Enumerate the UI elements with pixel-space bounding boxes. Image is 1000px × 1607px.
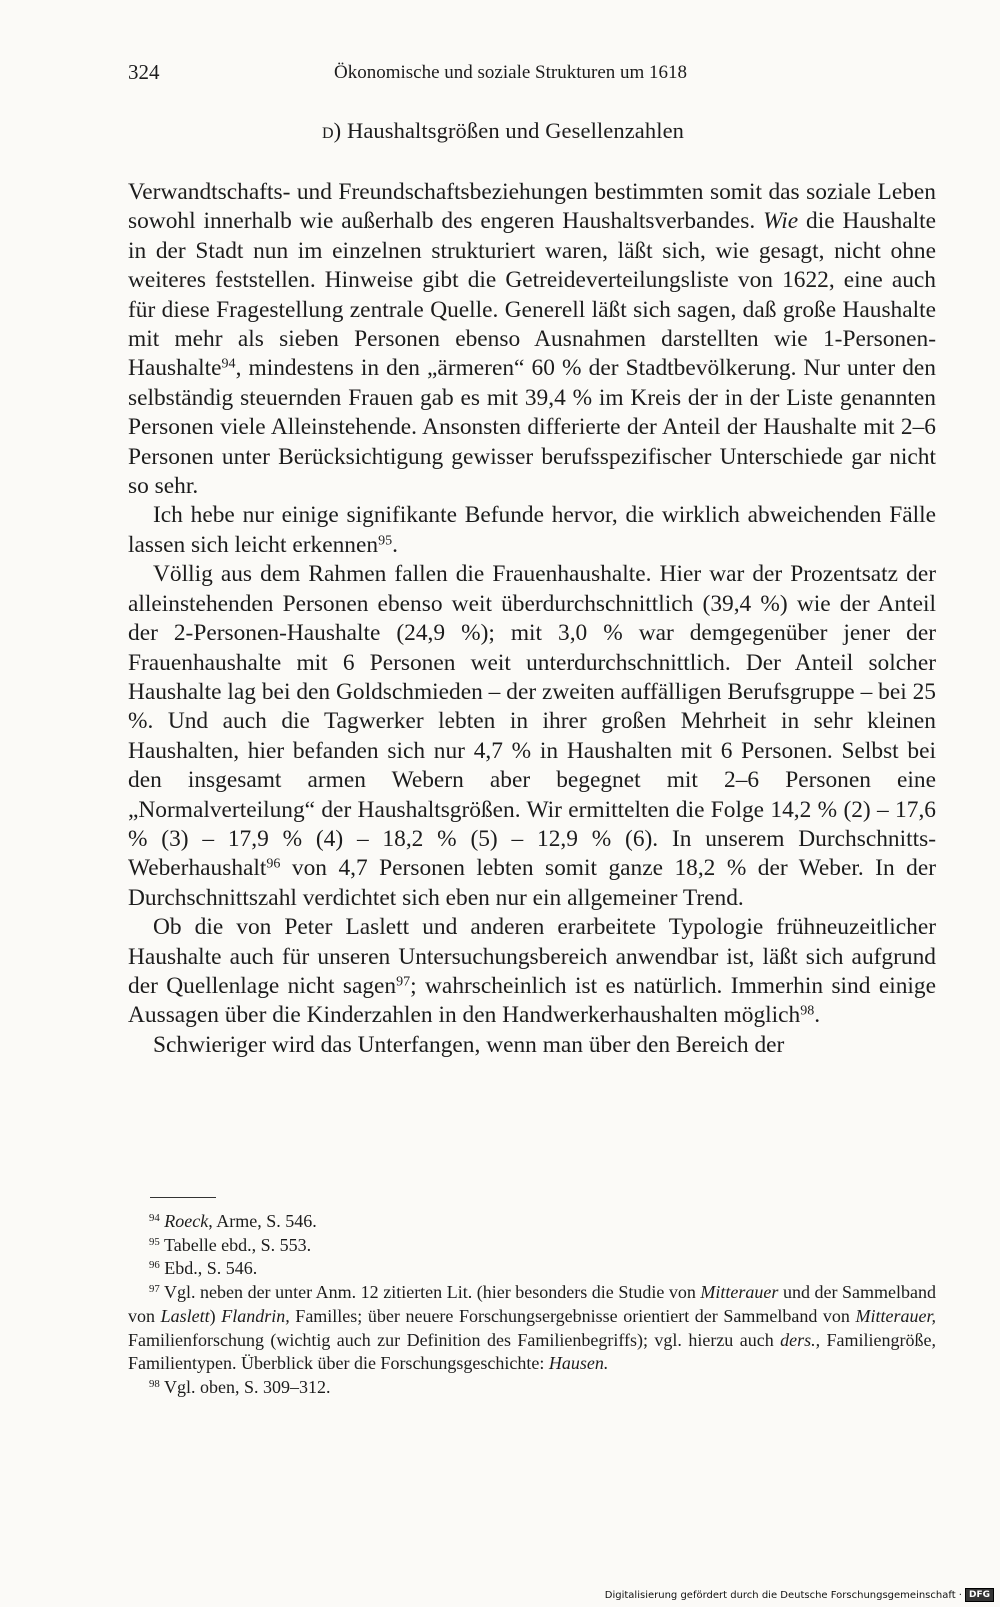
text-run: Ebd., S. 546.: [159, 1258, 258, 1279]
footnote: [128, 1376, 936, 1400]
text-run: Völlig aus dem Rahmen fallen die Frauenhaushalte. Hier war der Prozentsatz der alleinstehenden Personen ebenso weit überdurchschnittlich (39,4 %) wie der Anteil der 2-Personen-Haushalte (24,9 %); mit 3,0 % war demgegenüber jener der Frauenhaushalte mit 6 Personen weit unterdurchschnittlich. Der Anteil solcher Haushalte lag bei den Goldschmieden – der zweiten auffälligen Berufsgruppe – bei 25 %. Und auch die Tagwerker lebten in ihrer großen Mehrheit in sehr kleinen Haushalten, hier befanden sich nur 4,7 % in Haushalten mit 6 Personen. Selbst bei den insgesamt armen Webern aber begegnet mit 2–6 Personen eine „Normalverteilung“ der Haushaltsgrößen. Wir ermittelten die Folge 14,2 % (2) – 17,6 % (3) – 17,9 % (4) – 18,2 % (5) – 12,9 % (6). In unserem Durchschnitts-Weberhaushalt: [128, 561, 936, 882]
text-run: , Arme, S. 546.: [208, 1211, 317, 1231]
footnote-ref: 95: [149, 1235, 160, 1248]
footnote-ref: 97: [149, 1283, 160, 1296]
section-heading: [322, 118, 684, 144]
text-run: Tabelle ebd., S. 553.: [159, 1234, 312, 1255]
text-run: und der Sammelband von: [128, 1282, 937, 1326]
italic-text: Flandrin,: [221, 1305, 290, 1326]
paragraph: [128, 913, 936, 1031]
text-run: .: [814, 1002, 821, 1029]
italic-text: ders.,: [780, 1329, 821, 1350]
section-title-text: ) Haushaltsgrößen und Gesellenzahlen: [333, 118, 685, 143]
italic-text: Wie: [763, 208, 799, 235]
digitization-footer: [605, 1588, 994, 1602]
text-run: Schwieriger wird das Unterfangen, wenn man über den Bereich der: [153, 1031, 785, 1058]
footnote: [128, 1257, 936, 1281]
text-run: Ich hebe nur einige signifikante Befunde hervor, die wirklich abweichenden Fälle lassen sich leicht erkennen: [128, 502, 936, 558]
footer-credit: Digitalisierung gefördert durch die Deutsche Forschungsgemeinschaft ·: [604, 1589, 962, 1601]
text-run: , mindestens in den „ärmeren“ 60 % der Stadtbevölkerung. Nur unter den selbständig steuernden Frauen gab es mit 39,4 % im Kreis der in der Liste genannten Personen viele Alleinstehende. Ansonsten differierte der Anteil der Haushalte mit 2–6 Personen unter Berücksichtigung gewisser berufsspezifischer Unterschiede gar nicht so sehr.: [128, 355, 936, 500]
text-run: die Haushalte in der Stadt nun im einzelnen strukturiert waren, läßt sich, wie gesagt, nicht ohne weiteres feststellen. Hinweise gibt die Getreideverteilungsliste von 1622, eine auch für diese Fragestellung zentrale Quelle. Generell läßt sich sagen, daß große Haushalte mit mehr als sieben Personen ebenso Ausnahmen darstellten wie 1-Personen-Haushalte: [128, 208, 936, 382]
text-run: ; wahrscheinlich ist es natürlich. Immerhin sind einige Aussagen über die Kinderzahlen in den Handwerkerhaushalten möglich: [128, 972, 936, 1029]
text-run: von 4,7 Personen lebten somit ganze 18,2 % der Weber. In der Durchschnittszahl verdichtet sich eben nur ein allgemeiner Trend.: [128, 855, 936, 911]
footnote-ref: 98: [800, 1002, 815, 1019]
body-text: [128, 178, 936, 1060]
text-run: Familiengröße, Familientypen. Überblick über die Forschungsgeschichte:: [128, 1329, 936, 1374]
footnote-ref: 94: [221, 355, 236, 372]
text-run: Familles; über neuere Forschungsergebnisse orientiert der Sammelband von: [289, 1305, 856, 1326]
footnote-ref: 96: [266, 855, 281, 872]
footnotes: [128, 1210, 936, 1400]
text-run: ): [209, 1305, 222, 1326]
page-number: 324: [128, 60, 160, 84]
paragraph: [128, 560, 936, 913]
text-run: Vgl. neben der unter Anm. 12 zitierten Lit. (hier besonders die Studie von: [159, 1282, 701, 1303]
paragraph: [128, 1031, 936, 1060]
footnote-ref: 95: [378, 532, 393, 549]
page-header: [128, 60, 748, 86]
text-run: Verwandtschafts- und Freundschaftsbeziehungen bestimmten somit das soziale Leben sowohl innerhalb wie außerhalb des engeren Haushaltsverbandes.: [128, 179, 936, 235]
text-run: Vgl. oben, S. 309–312.: [159, 1376, 331, 1397]
footnote-ref: 94: [149, 1212, 160, 1225]
text-run: Ob die von Peter Laslett und anderen erarbeitete Typologie frühneuzeitlicher Haushalte auch für unseren Untersuchungsbereich anwendbar ist, läßt sich aufgrund der Quellenlage nicht sagen: [128, 914, 936, 999]
paragraph: [128, 178, 936, 501]
text-run: .: [392, 531, 398, 558]
italic-text: Mitterauer: [700, 1282, 779, 1303]
paragraph: [128, 501, 936, 560]
section-letter: D: [322, 125, 334, 142]
italic-text: Laslett: [160, 1305, 210, 1326]
dfg-logo: DFG: [965, 1588, 994, 1602]
footnote: [128, 1234, 936, 1258]
footnote-separator: [150, 1197, 216, 1198]
footnote-ref: 98: [149, 1377, 160, 1390]
running-head: Ökonomische und soziale Strukturen um 1618: [334, 62, 688, 83]
italic-text: Mitterauer,: [855, 1305, 937, 1326]
footnote: [128, 1281, 936, 1376]
footnote-ref: 97: [396, 973, 411, 990]
italic-text: Hausen.: [548, 1353, 609, 1374]
text-run: Familienforschung (wichtig auch zur Definition des Familienbegriffs); vgl. hierzu auch: [128, 1329, 781, 1350]
footnote: [128, 1210, 936, 1234]
footnote-ref: 96: [149, 1259, 160, 1272]
italic-text: Roeck: [164, 1211, 209, 1231]
